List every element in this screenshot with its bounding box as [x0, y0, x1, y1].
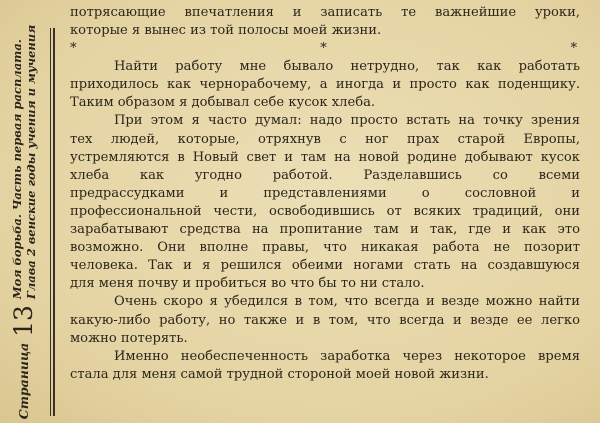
page-sidebar	[0, 0, 48, 423]
text-line: человека. Так и я решился обеими ногами стать на создавшуюся	[70, 258, 580, 274]
page-number: 13	[9, 305, 38, 337]
section-separator: * * *	[70, 41, 580, 57]
sidebar-caption	[10, 25, 38, 419]
text-line: для меня почву и пробиться во что бы то ни стало.	[70, 276, 425, 292]
page-body-text	[70, 4, 580, 384]
text-line: приходилось как чернорабочему, а иногда и просто как поденщику.	[70, 77, 580, 93]
sidebar-rule-thick	[53, 28, 55, 416]
text-line: стала для меня самой трудной стороной моей новой жизни.	[70, 366, 489, 382]
text-line: потрясающие впечатления и записать те важнейшие уроки,	[70, 5, 580, 20]
text-line: можно потерять.	[70, 330, 188, 346]
text-line: При этом я часто думал: надо просто встать на точку зрения	[114, 113, 580, 129]
text-line: Найти работу мне бывало нетрудно, так как работать	[114, 59, 580, 75]
chapter-title: Глава 2 венские годы учения и мучения	[24, 24, 38, 300]
text-line: Очень скоро я убедился в том, что всегда и везде можно найти	[114, 294, 580, 310]
text-line: хлеба как угодно работой. Разделавшись со всеми	[70, 167, 580, 183]
sidebar-rule	[50, 28, 51, 416]
text-line: профессиональной чести, освободившись от всяких традиций, они	[70, 203, 580, 219]
text-line: устремляются в Новый свет и там на новой родине добывают кусок	[70, 149, 580, 165]
text-line: возможно. Они вполне правы, что никакая работа не позорит	[70, 240, 580, 256]
text-line: Таким образом я добывал себе кусок хлеба.	[70, 95, 376, 111]
text-line: тех людей, которые, отряхнув с ног прах старой Европы,	[70, 131, 580, 147]
page-label: Страница	[16, 342, 31, 420]
book-title: Моя борьба. Часть первая расплата.	[10, 39, 24, 300]
text-line: какую-либо работу, но также и в том, что всегда и везде ее легко	[70, 312, 580, 328]
text-line: предрассудками и представлениями о сословной и	[70, 185, 580, 201]
text-line: зарабатывают средства на пропитание там и так, где и как это	[70, 222, 580, 238]
text-line: которые я вынес из той полосы моей жизни.	[70, 23, 382, 39]
text-line: Именно необеспеченность заработка через некоторое время	[114, 348, 580, 364]
